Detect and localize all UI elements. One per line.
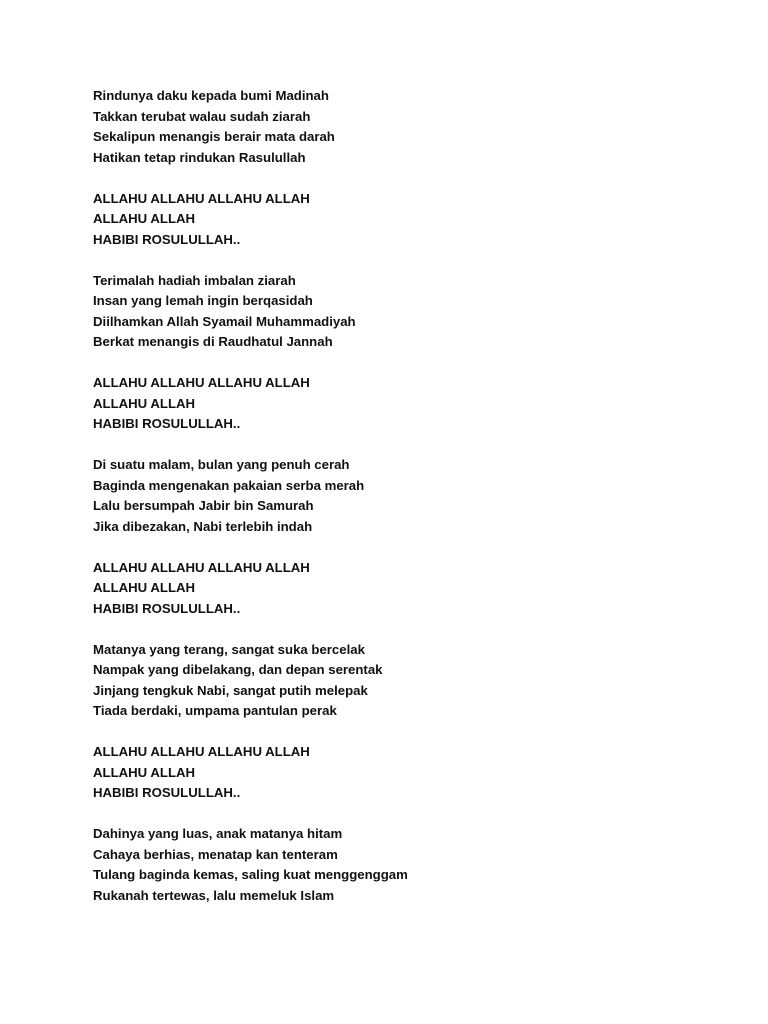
stanza xyxy=(93,86,693,168)
stanza xyxy=(93,742,693,804)
stanza xyxy=(93,455,693,537)
stanza xyxy=(93,640,693,722)
lyric-line: Di suatu malam, bulan yang penuh cerah xyxy=(93,457,350,472)
lyric-line: Jika dibezakan, Nabi terlebih indah xyxy=(93,518,313,534)
stanza xyxy=(93,189,693,251)
lyric-line: ALLAHU ALLAHU ALLAHU ALLAH xyxy=(93,190,310,206)
lyric-line: Tulang baginda kemas, saling kuat menggenggam xyxy=(93,867,408,882)
lyric-line: Nampak yang dibelakang, dan depan serentak xyxy=(93,662,383,677)
lyric-line: Insan yang lemah ingin berqasidah xyxy=(93,293,313,308)
lyric-line: Tiada berdaki, umpama pantulan perak xyxy=(93,703,337,718)
lyric-line: ALLAHU ALLAHU ALLAHU ALLAH xyxy=(93,375,310,390)
lyric-line: Lalu bersumpah Jabir bin Samurah xyxy=(93,498,314,513)
lyric-line: ALLAHU ALLAH xyxy=(93,580,196,595)
lyric-line: Dahinya yang luas, anak matanya hitam xyxy=(93,826,343,841)
lyric-line: ALLAHU ALLAH xyxy=(93,211,196,226)
lyric-line: Berkat menangis di Raudhatul Jannah xyxy=(93,334,333,349)
lyric-line: HABIBI ROSULULLAH.. xyxy=(93,600,241,616)
lyric-line: HABIBI ROSULULLAH.. xyxy=(93,231,241,247)
stanza xyxy=(93,824,693,906)
stanza xyxy=(93,373,693,435)
lyric-line: ALLAHU ALLAH xyxy=(93,764,196,780)
lyric-line: ALLAHU ALLAH xyxy=(93,395,196,411)
lyric-line: HABIBI ROSULULLAH.. xyxy=(93,416,241,431)
stanza xyxy=(93,271,693,353)
lyric-line: Hatikan tetap rindukan Rasulullah xyxy=(93,149,306,165)
lyric-line: Sekalipun menangis berair mata darah xyxy=(93,129,335,144)
lyric-line: Terimalah hadiah imbalan ziarah xyxy=(93,272,296,288)
lyric-line: ALLAHU ALLAHU ALLAHU ALLAH xyxy=(93,559,310,575)
lyric-line: HABIBI ROSULULLAH.. xyxy=(93,785,241,800)
lyric-line: Matanya yang terang, sangat suka bercelak xyxy=(93,641,365,657)
lyric-line: Takkan terubat walau sudah ziarah xyxy=(93,108,311,124)
lyric-line: Baginda mengenakan pakaian serba merah xyxy=(93,477,365,493)
lyric-line: Diilhamkan Allah Syamail Muhammadiyah xyxy=(93,313,356,329)
lyric-line: Rukanah tertewas, lalu memeluk Islam xyxy=(93,887,335,903)
lyric-line: ALLAHU ALLAHU ALLAHU ALLAH xyxy=(93,744,310,759)
lyric-line: Jinjang tengkuk Nabi, sangat putih melepak xyxy=(93,682,368,698)
lyrics-body xyxy=(93,86,693,927)
lyric-line: Cahaya berhias, menatap kan tenteram xyxy=(93,846,338,862)
stanza xyxy=(93,558,693,620)
lyric-line: Rindunya daku kepada bumi Madinah xyxy=(93,88,329,103)
